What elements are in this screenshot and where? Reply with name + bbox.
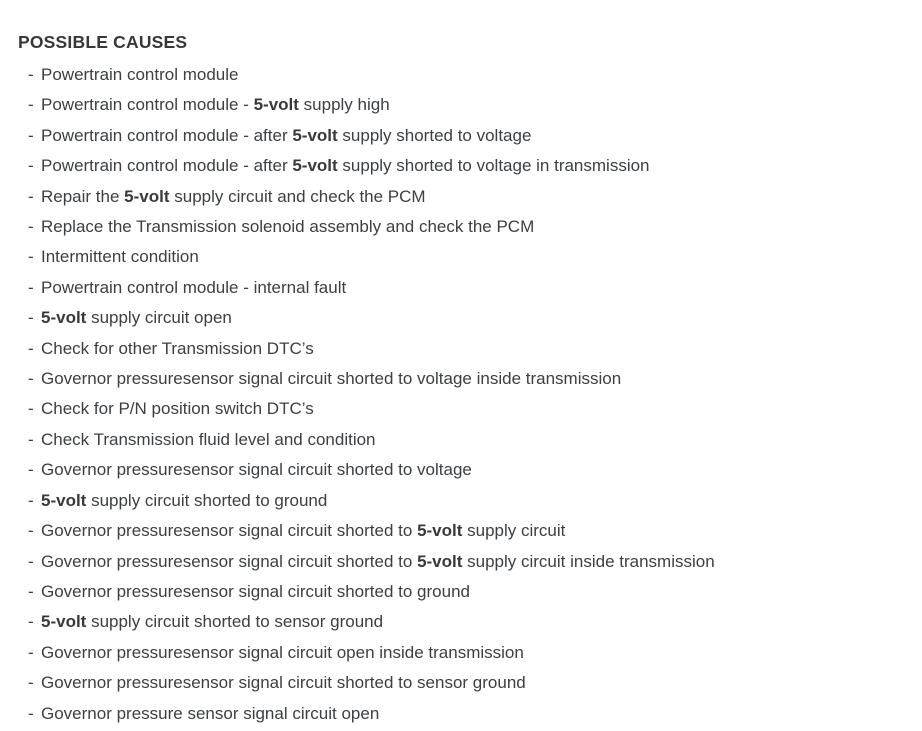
text-segment: Governor pressuresensor signal circuit shorted to <box>41 521 418 541</box>
text-segment: Governor pressuresensor signal circuit shorted to voltage inside transmission <box>41 369 622 389</box>
list-item <box>18 577 922 607</box>
list-item-text <box>41 394 314 424</box>
list-item <box>18 242 922 272</box>
list-item-text <box>41 425 376 455</box>
list-item-text <box>41 668 526 698</box>
list-item-text <box>41 577 470 607</box>
list-item <box>18 60 922 90</box>
list-item-text <box>41 607 383 637</box>
list-item-text <box>41 699 379 729</box>
list-item <box>18 668 922 698</box>
text-segment: Governor pressuresensor signal circuit shorted to sensor ground <box>41 673 526 693</box>
text-segment: Powertrain control module - after <box>41 125 293 145</box>
text-segment: Intermittent condition <box>41 247 199 267</box>
text-segment: Powertrain control module <box>41 65 239 84</box>
list-item-text <box>41 486 327 516</box>
bullet-dash: - <box>28 247 34 267</box>
list-item <box>18 547 922 577</box>
text-segment: supply circuit <box>462 521 566 541</box>
list-item-text <box>41 638 524 668</box>
bullet-dash: - <box>28 521 34 541</box>
bullet-dash: - <box>28 551 34 571</box>
section-title: POSSIBLE CAUSES <box>18 32 188 52</box>
list-item <box>18 212 922 242</box>
list-item-text <box>41 547 715 577</box>
text-segment: Check Transmission fluid level and condition <box>41 429 376 449</box>
list-item-text <box>41 90 390 120</box>
list-item-text <box>41 273 346 303</box>
bullet-dash: - <box>28 703 34 723</box>
bullet-dash: - <box>28 673 34 693</box>
bullet-dash: - <box>28 460 34 480</box>
text-segment: supply circuit shorted to sensor ground <box>86 612 384 632</box>
bold-text-segment: 5-volt <box>417 521 463 541</box>
list-item <box>18 425 922 455</box>
list-item <box>18 394 922 424</box>
list-item-text <box>41 455 472 485</box>
bullet-dash: - <box>28 95 34 115</box>
text-segment: Repair the <box>41 186 125 206</box>
list-item <box>18 607 922 637</box>
list-item <box>18 90 922 120</box>
list-item-text <box>41 334 314 364</box>
text-segment: supply circuit open <box>86 308 232 328</box>
list-item-text <box>41 364 621 394</box>
text-segment: Governor pressure sensor signal circuit open <box>41 703 380 723</box>
bullet-dash: - <box>28 338 34 358</box>
list-item <box>18 486 922 516</box>
list-item <box>18 638 922 668</box>
bullet-dash: - <box>28 612 34 632</box>
list-item <box>18 334 922 364</box>
text-segment: supply circuit shorted to ground <box>86 490 328 510</box>
list-item-text <box>41 121 531 151</box>
bullet-dash: - <box>28 65 34 84</box>
bold-text-segment: 5-volt <box>292 125 338 145</box>
list-item <box>18 516 922 546</box>
text-segment: Governor pressuresensor signal circuit shorted to voltage <box>41 460 472 480</box>
list-item <box>18 455 922 485</box>
possible-causes-list <box>18 60 922 729</box>
text-segment: Governor pressuresensor signal circuit open inside transmission <box>41 642 524 662</box>
text-segment: supply shorted to voltage in transmission <box>337 156 650 176</box>
list-item <box>18 303 922 333</box>
bullet-dash: - <box>28 308 34 328</box>
list-item <box>18 273 922 303</box>
text-segment: Replace the Transmission solenoid assembly and check the PCM <box>41 217 535 237</box>
text-segment: Powertrain control module - <box>41 95 254 115</box>
list-item-text <box>41 242 199 272</box>
text-segment: supply shorted to voltage <box>337 125 532 145</box>
list-item-text <box>41 151 650 181</box>
bold-text-segment: 5-volt <box>417 551 463 571</box>
bullet-dash: - <box>28 642 34 662</box>
list-item-text <box>41 182 426 212</box>
text-segment: Powertrain control module - after <box>41 156 293 176</box>
list-item <box>18 121 922 151</box>
text-segment: supply circuit inside transmission <box>462 551 715 571</box>
bold-text-segment: 5-volt <box>41 490 87 510</box>
bold-text-segment: 5-volt <box>292 156 338 176</box>
list-item-text <box>41 516 565 546</box>
bullet-dash: - <box>28 125 34 145</box>
list-item <box>18 182 922 212</box>
bullet-dash: - <box>28 369 34 389</box>
bullet-dash: - <box>28 490 34 510</box>
bold-text-segment: 5-volt <box>124 186 170 206</box>
bold-text-segment: 5-volt <box>253 95 299 115</box>
text-segment: Governor pressuresensor signal circuit shorted to ground <box>41 581 470 601</box>
bold-text-segment: 5-volt <box>41 308 87 328</box>
bold-text-segment: 5-volt <box>41 612 87 632</box>
list-item-text <box>41 212 534 242</box>
list-item <box>18 364 922 394</box>
text-segment: Check for other Transmission DTC’s <box>41 338 314 358</box>
list-item <box>18 699 922 729</box>
bullet-dash: - <box>28 429 34 449</box>
list-item-text <box>41 303 232 333</box>
list-item <box>18 151 922 181</box>
text-segment: supply high <box>298 95 390 115</box>
bullet-dash: - <box>28 399 34 419</box>
text-segment: supply circuit and check the PCM <box>169 186 426 206</box>
text-segment: Governor pressuresensor signal circuit shorted to <box>41 551 418 571</box>
bullet-dash: - <box>28 277 34 297</box>
bullet-dash: - <box>28 156 34 176</box>
text-segment: Powertrain control module - internal fault <box>41 277 347 297</box>
list-item-text <box>41 60 238 90</box>
bullet-dash: - <box>28 217 34 237</box>
text-segment: Check for P/N position switch DTC’s <box>41 399 314 419</box>
bullet-dash: - <box>28 581 34 601</box>
bullet-dash: - <box>28 186 34 206</box>
